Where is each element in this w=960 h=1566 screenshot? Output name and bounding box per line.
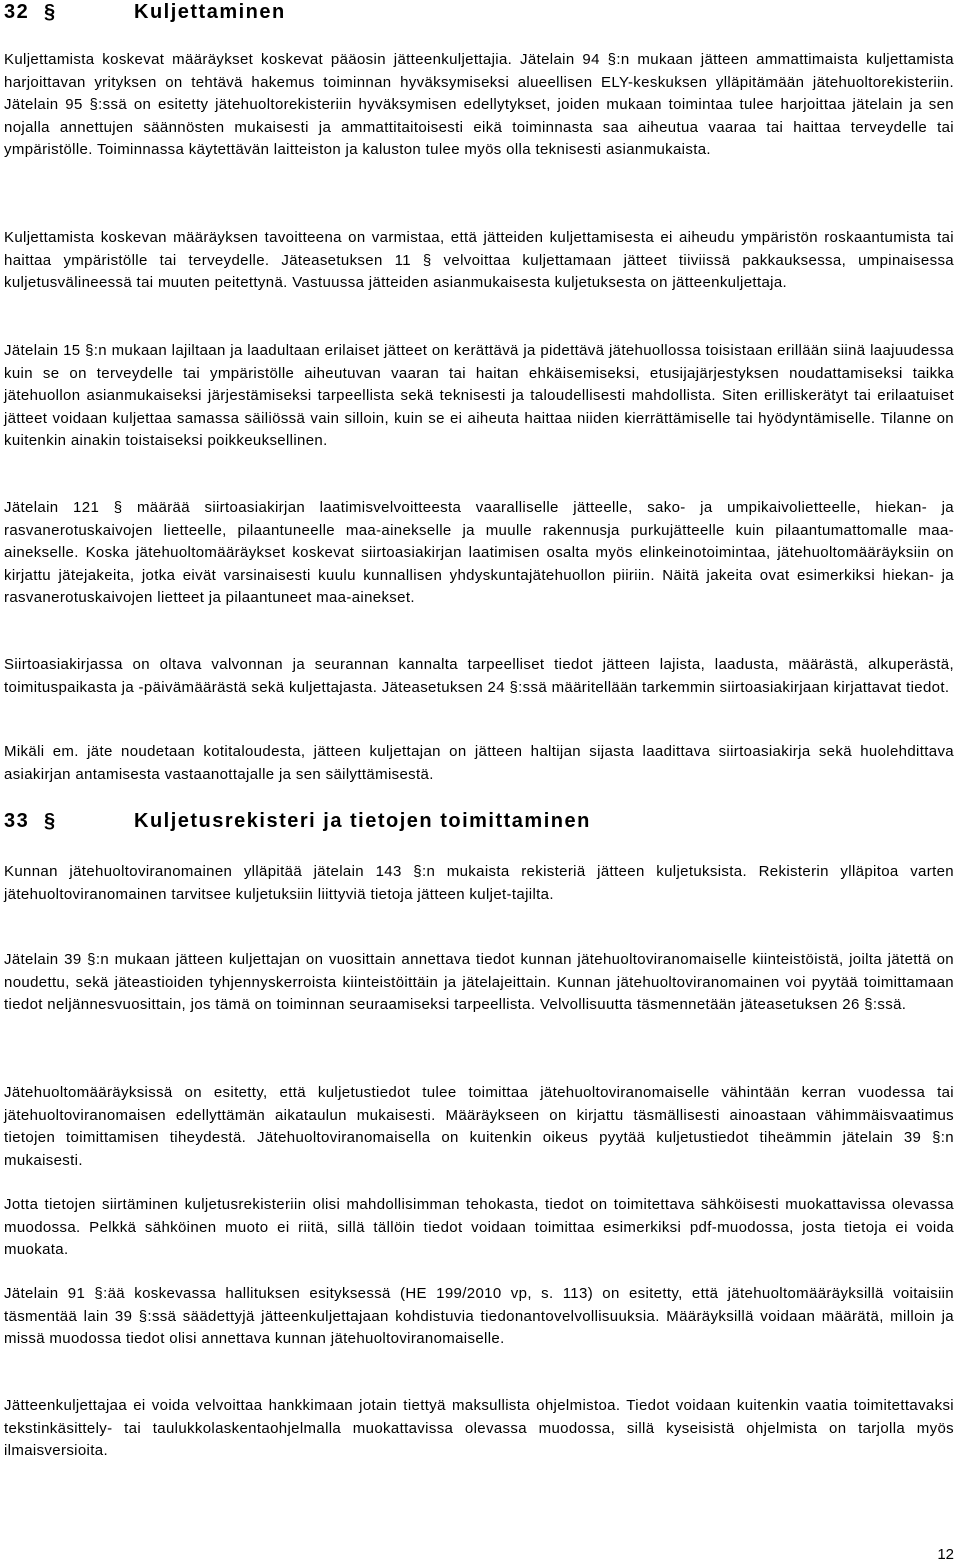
paragraph: Jotta tietojen siirtäminen kuljetusrekisteriin olisi mahdollisimman tehokasta, tiedot on toimitettava sähköisesti muokattavissa olevassa muodossa. Pelkkä sähköinen muoto ei riitä, sillä tällöin tiedot voidaan toimittaa esimerkiksi pdf-muodossa, josta tietoja ei voida muokata. [4,1196,954,1259]
paragraph: Siirtoasiakirjassa on oltava valvonnan ja seurannan kannalta tarpeelliset tiedot jätteen lajista, laadusta, määrästä, alkuperästä, toimituspaikasta ja -päivämäärästä sekä kuljettajasta. Jäteasetuksen 24 §:ssä määritellään tarkemmin siirtoasiakirjaan kirjattavat tiedot. [4,656,954,696]
page-number: 12 [937,1546,954,1563]
paragraph: Jätelain 15 §:n mukaan lajiltaan ja laadultaan erilaiset jätteet on kerättävä ja pidettävä jätehuollossa toisistaan erillään siinä laajuudessa kuin se on terveydelle tai ympäristölle aiheutuvan vaaran tai haitan ehkäisemiseksi, etusijajärjestyksen noudattamiseksi taikka jätehuollon asianmukaiseksi järjestämiseksi tarpeellista sekä teknisesti ja taloudellisesti mahdollista. Siten erilliskerätyt tai erilaatuiset jätteet voidaan kuljettaa samassa säiliössä vain silloin, kuin se ei aiheuta haittaa niiden kierrättämiselle tai hyödyntämiselle. Tilanne on kuitenkin ainakin toistaiseksi poikkeuksellinen. [4,342,954,450]
section-title: Kuljettaminen [134,1,286,23]
section-heading-33 [4,809,591,833]
paragraph: Kuljettamista koskevat määräykset koskevat pääosin jätteenkuljettajia. Jätelain 94 §:n mukaan jätteen ammattimaista kuljettamista harjoittavan yrityksen on tehtävä hakemus toiminnan hyväksymiseksi alueellisen ELY-keskuksen ylläpitämään jätehuoltorekisteriin. Jätelain 95 §:ssä on esitetty jätehuoltorekisteriin hyväksymisen edellytykset, joiden mukaan toimintaa tulee harjoittaa jätelain ja sen nojalla annettujen säännösten mukaisesti ja ammattitaitoisesti eikä toiminnasta saa aiheutua vaaraa tai haittaa terveydelle tai ympäristölle. Toiminnassa käytettävän laitteiston ja kaluston tulee myös olla teknisesti asianmukaista. [4,51,954,159]
section-number: 33 [4,810,30,832]
section-number: 32 [4,1,30,23]
section-heading-32 [4,0,286,24]
paragraph: Mikäli em. jäte noudetaan kotitaloudesta, jätteen kuljettajan on jätteen haltijan sijasta laadittava siirtoasiakirja sekä huolehdittava asiakirjan antamisesta vastaanottajalle ja sen säilyttämisestä. [4,743,954,783]
paragraph: Jätelain 91 §:ää koskevassa hallituksen esityksessä (HE 199/2010 vp, s. 113) on esitetty, että jätehuoltomääräyksillä voitaisiin täsmentää lain 39 §:ssä säädettyjä jätteenkuljettajaan kohdistuvia tiedonantovelvollisuuksia. Määräyksillä voidaan määrätä, milloin ja missä muodossa tiedot olisi annettava kunnan jätehuoltoviranomaiselle. [4,1285,954,1348]
section-title: Kuljetusrekisteri ja tietojen toimittaminen [134,810,591,832]
paragraph: Jätteenkuljettajaa ei voida velvoittaa hankkimaan jotain tiettyä maksullista ohjelmistoa. Tiedot voidaan kuitenkin vaatia toimitettavaksi tekstinkäsittely- tai taulukkolaskentaohjelmalla muokattavissa olevassa muodossa, sillä kyseisistä ohjelmista on tarjolla myös ilmaisversioita. [4,1397,954,1460]
paragraph: Jätelain 39 §:n mukaan jätteen kuljettajan on vuosittain annettava tiedot kunnan jätehuoltoviranomaiselle kiinteistöistä, joilta jätettä on noudettu, sekä jäteastioiden tyhjennyskerroista kiinteistöittäin ja jätelajeittain. Kunnan jätehuoltoviranomainen voi pyytää toimittamaan tiedot neljännesvuosittain, jos tämä on toiminnan seuraamiseksi tarpeellista. Velvollisuutta täsmennetään jäteasetuksen 26 §:ssä. [4,951,954,1014]
paragraph: Jätelain 121 § määrää siirtoasiakirjan laatimisvelvoitteesta vaaralliselle jätteelle, sako- ja umpikaivolietteelle, hiekan- ja rasvanerotuskaivojen lietteelle, pilaantuneelle maa-ainekselle ja muulle rakennusja purkujätteelle kuin pilaantumattomalle maa-ainekselle. Koska jätehuoltomääräykset koskevat siirtoasiakirjan laatimisen osalta myös elinkeinotoimintaa, jätehuoltomääräyksiin on kirjattu jätejakeita, jotka eivät varsinaisesti kuulu kunnallisen yhdyskuntajätehuollon piiriin. Näitä jakeita ovat esimerkiksi hiekan- ja rasvanerotuskaivojen lietteet ja pilaantuneet maa-ainekset. [4,499,954,607]
paragraph: Kunnan jätehuoltoviranomainen ylläpitää jätelain 143 §:n mukaista rekisteriä jätteen kuljetuksista. Rekisterin ylläpitoa varten jätehuoltoviranomainen tarvitsee kuljetuksiin liittyviä tietoja jätteen kuljet-tajilta. [4,863,954,903]
paragraph: Jätehuoltomääräyksissä on esitetty, että kuljetustiedot tulee toimittaa jätehuoltoviranomaiselle vähintään kerran vuodessa tai jätehuoltoviranomaisen edellyttämän aikataulun mukaisesti. Määräykseen on kirjattu täsmällisesti ainoastaan vähimmäisvaatimus tietojen toimittamisen tiheydestä. Jätehuoltoviranomaisella on kuitenkin oikeus pyytää kuljetustiedot tiheämmin jätelain 39 §:n mukaisesti. [4,1084,954,1169]
section-sign: § [44,1,57,23]
section-sign: § [44,810,57,832]
paragraph: Kuljettamista koskevan määräyksen tavoitteena on varmistaa, että jätteiden kuljettamisesta ei aiheudu ympäristön roskaantumista tai haittaa ympäristölle tai terveydelle. Jäteasetuksen 11 § velvoittaa kuljettamaan jätteet tiiviissä pakkauksessa, umpinaisessa kuljetusvälineessä tai muuten peitettynä. Vastuussa jätteiden asianmukaisesta kuljetuksesta on jätteenkuljettaja. [4,229,954,292]
